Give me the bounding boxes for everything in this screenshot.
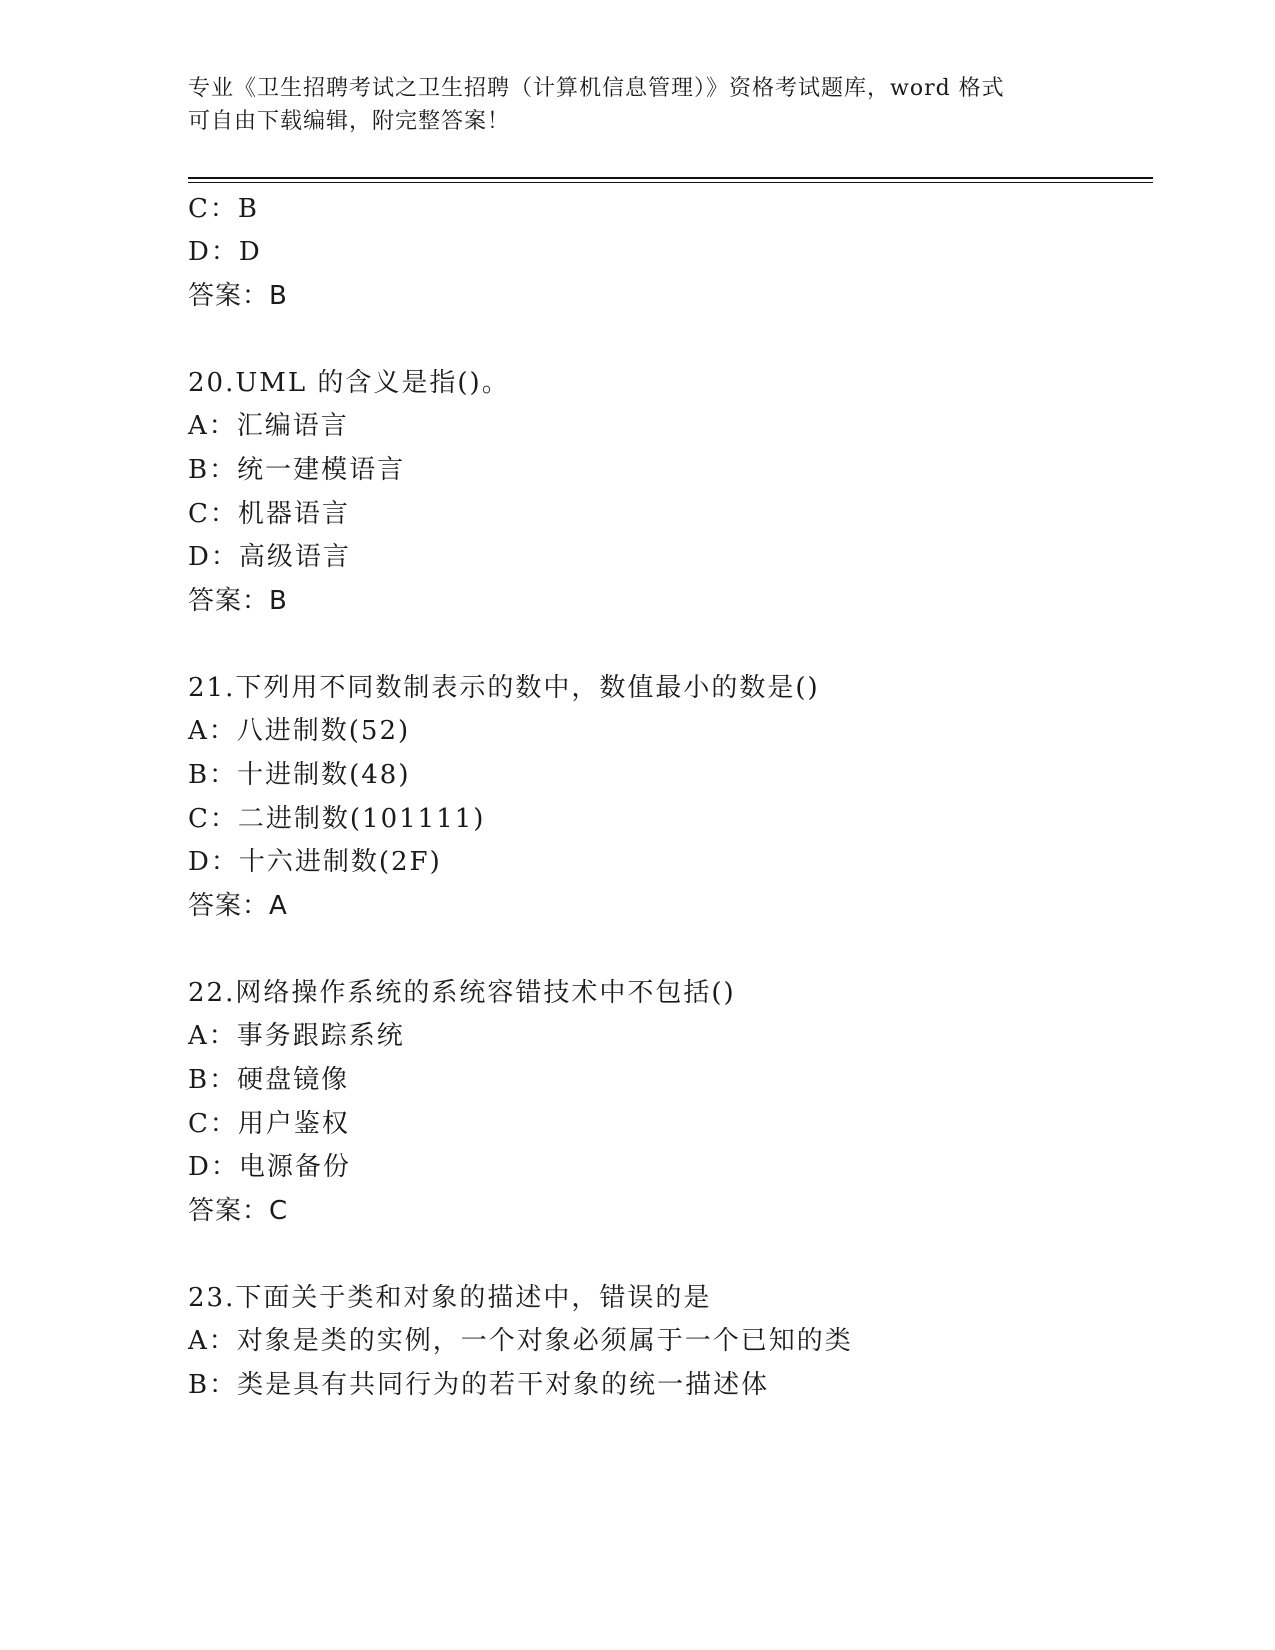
q22-option-a: A：事务跟踪系统: [188, 1021, 405, 1051]
q20-title: 20.UML 的含义是指()。: [188, 368, 510, 398]
prev-option-d: D：D: [188, 237, 262, 267]
header-line-1: 专业《卫生招聘考试之卫生招聘（计算机信息管理）》资格考试题库，word 格式: [188, 76, 1005, 101]
q23-option-b: B：类是具有共同行为的若干对象的统一描述体: [188, 1370, 770, 1400]
q21-option-b: B：十进制数(48): [188, 760, 411, 790]
q22-title: 22.网络操作系统的系统容错技术中不包括(): [188, 978, 736, 1008]
q20-option-b: B：统一建模语言: [188, 455, 406, 485]
header-line-2: 可自由下载编辑，附完整答案！: [188, 109, 511, 134]
q22-option-c: C：用户鉴权: [188, 1109, 350, 1139]
q20-option-a: A：汇编语言: [188, 411, 349, 441]
q21-title: 21.下列用不同数制表示的数中，数值最小的数是(): [188, 673, 820, 703]
document-header: [188, 72, 1068, 138]
q22-option-b: B：硬盘镜像: [188, 1065, 350, 1095]
q21-option-c: C：二进制数(101111): [188, 804, 486, 834]
q21-option-d: D：十六进制数(2F): [188, 847, 442, 877]
q20-answer: 答案：B: [188, 586, 288, 616]
prev-answer: 答案：B: [188, 281, 288, 311]
header-rule-thin: [188, 182, 1153, 183]
header-rule-thick: [188, 177, 1153, 179]
q20-option-c: C：机器语言: [188, 499, 350, 529]
q21-option-a: A：八进制数(52): [188, 716, 411, 746]
q20-option-d: D：高级语言: [188, 542, 351, 572]
q21-answer: 答案：A: [188, 891, 288, 921]
prev-option-c: C：B: [188, 194, 260, 224]
q23-option-a: A：对象是类的实例，一个对象必须属于一个已知的类: [188, 1326, 853, 1356]
q23-title: 23.下面关于类和对象的描述中，错误的是: [188, 1283, 712, 1313]
q22-answer: 答案：C: [188, 1196, 289, 1226]
q22-option-d: D：电源备份: [188, 1152, 351, 1182]
